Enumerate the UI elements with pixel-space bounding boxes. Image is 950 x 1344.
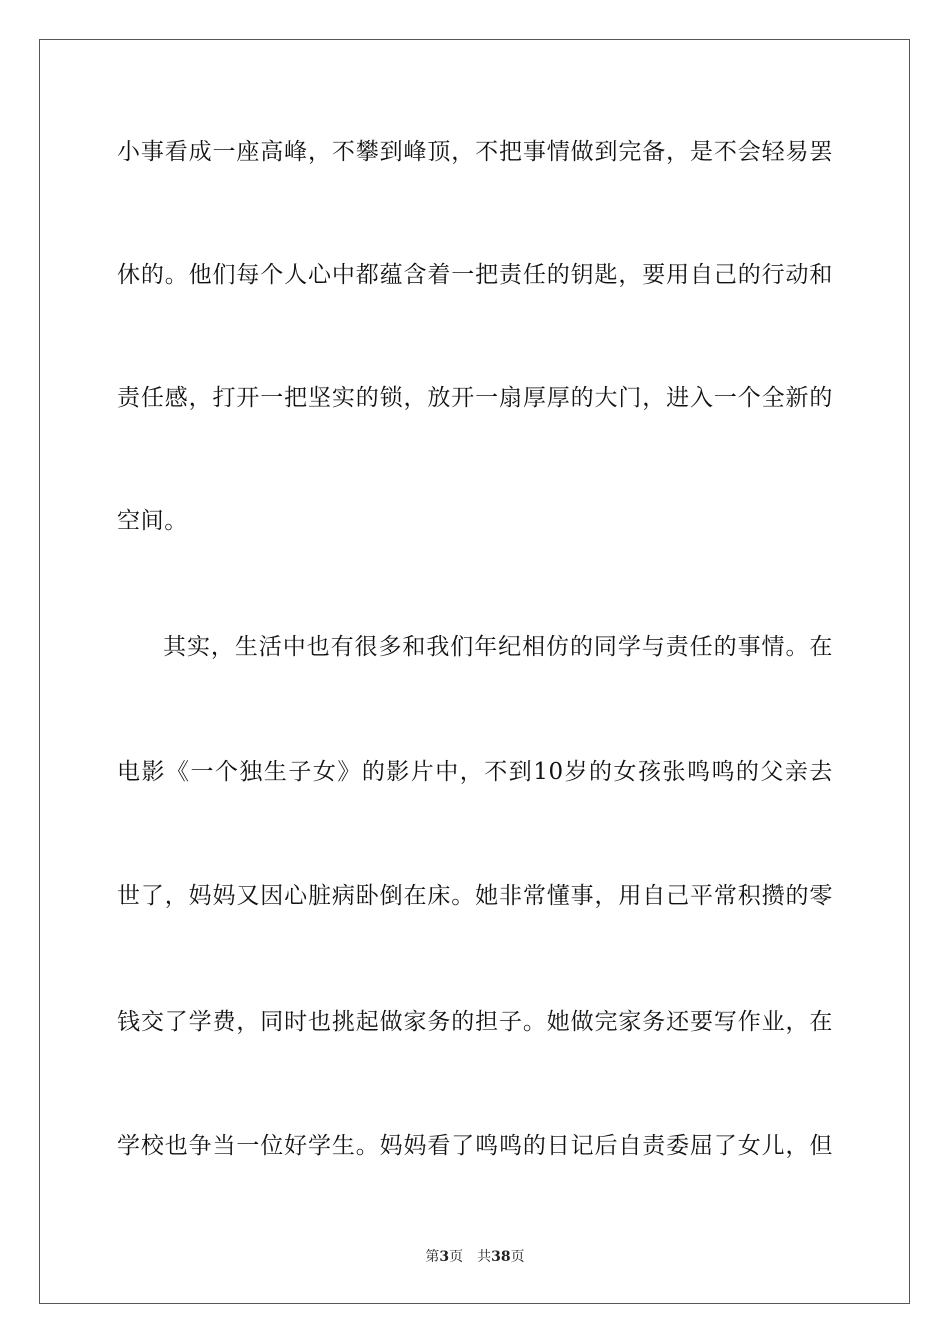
text-line: 钱交了学费，同时也挑起做家务的担子。她做完家务还要写作业，在	[117, 1009, 833, 1035]
total-pages-indicator: 共38页	[477, 1249, 525, 1265]
text-line: 世了，妈妈又因心脏病卧倒在床。她非常懂事，用自己平常积攒的零	[117, 883, 833, 909]
page-border	[39, 39, 910, 1304]
current-page-number: 3	[439, 1249, 450, 1265]
text-line: 小事看成一座高峰，不攀到峰顶，不把事情做到完备，是不会轻易罢	[117, 139, 833, 165]
text-line: 学校也争当一位好学生。妈妈看了鸣鸣的日记后自责委屈了女儿，但	[117, 1133, 833, 1159]
text-line: 责任感，打开一把坚实的锁，放开一扇厚厚的大门，进入一个全新的	[117, 385, 833, 411]
text-line: 空间。	[117, 508, 188, 534]
page-indicator: 第3页	[425, 1249, 464, 1265]
total-pages-number: 38	[491, 1249, 511, 1265]
text-line-paragraph-start: 其实，生活中也有很多和我们年纪相仿的同学与责任的事情。在	[163, 634, 833, 660]
text-line: 电影《一个独生子女》的影片中，不到10岁的女孩张鸣鸣的父亲去	[117, 759, 833, 785]
text-line: 休的。他们每个人心中都蕴含着一把责任的钥匙，要用自己的行动和	[117, 262, 833, 288]
page-footer	[0, 1247, 950, 1267]
